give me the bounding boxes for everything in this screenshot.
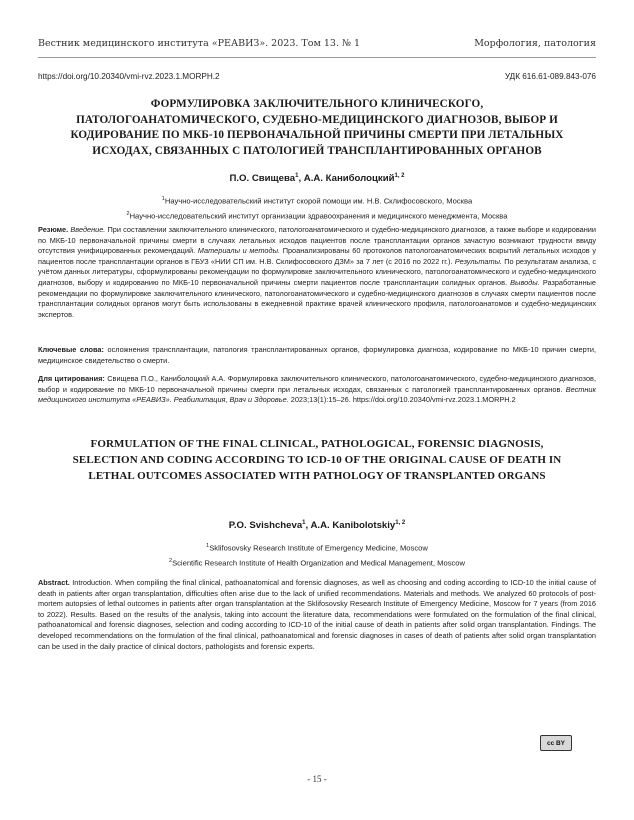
author-affiliation-mark: 1 [295, 173, 299, 179]
udk-code: УДК 616.61-089.843-076 [504, 72, 596, 81]
journal-title: Вестник медицинского института «РЕАВИЗ». 2023. Том 13. № 1 [38, 38, 361, 49]
doi-link[interactable]: https://doi.org/10.20340/vmi-rvz.2023.1.MORPH.2 [38, 72, 220, 81]
abstract-ru [38, 225, 596, 320]
author-name: P.O. Svishcheva [228, 520, 303, 532]
author-name: A.A. Kanibolotskiy [310, 520, 396, 532]
authors-ru [38, 173, 596, 184]
keywords-ru [38, 345, 596, 366]
header-divider [38, 57, 596, 58]
methods-text: Проанализированы 60 протоколов патологоанатомических вскрытий летальных исходов у пациентов после трансплантации органов в ГБУЗ «НИИ СП им. Н.В. Склифосовского ДЗМ» за 7 лет (с 2016 по 2022 гг.). [38, 246, 597, 266]
author-affiliation-mark: 1, 2 [394, 173, 405, 179]
methods-label: Материалы и методы. [197, 246, 281, 256]
affiliation-item [38, 555, 596, 570]
author-name: А.А. Каниболоцкий [303, 173, 395, 185]
affiliation-text: Научно-исследовательский институт скорой помощи им. Н.В. Склифосовского, Москва [164, 196, 473, 206]
abstract-en [38, 578, 596, 652]
author-name: П.О. Свищева [229, 173, 296, 185]
article-title-ru: ФОРМУЛИРОВКА ЗАКЛЮЧИТЕЛЬНОГО КЛИНИЧЕСКОГО, ПАТОЛОГОАНАТОМИЧЕСКОГО, СУДЕБНО-МЕДИЦИНСКОГО ДИАГНОЗОВ, ВЫБОР И КОДИРОВАНИЕ ПО МКБ-10 ПЕРВОНАЧАЛЬНОЙ ПРИЧИНЫ СМЕРТИ ПРИ ЛЕТАЛЬНЫХ ИСХОДАХ, СВЯЗАННЫХ С ПАТОЛОГИЕЙ ТРАНСПЛАНТИРОВАННЫХ ОРГАНОВ [70, 98, 564, 157]
citation-journal: Вестник медицинского института «РЕАВИЗ». Реабилитация, Врач и Здоровье. [38, 384, 596, 405]
affiliation-mark: 2 [169, 557, 173, 564]
conclusions-label: Выводы. [510, 277, 540, 287]
affiliation-text: Scientific Research Institute of Health Organization and Medical Management, Moscow [172, 558, 465, 568]
conclusions-text: Разработанные рекомендации по формулировке заключительного клинического, патологоанатомического и судебно-медицинского диагнозов в случаях смерти пациентов после трансплантации солидных органов могут быть использованы в ежедневной практике врачей клинического профиля, патологоанатомов и судебно-медицинских экспертов. [38, 277, 596, 319]
affiliations-ru [38, 193, 596, 222]
citation-label: Для цитирования: [38, 374, 105, 383]
cc-license-icon[interactable]: cc BY [540, 735, 572, 751]
results-text: По результатам анализа, с учётом данных литературы, сформулированы рекомендации по формулировке заключительного клинического, патологоанатомического и судебно-медицинского диагнозов, выбору и кодированию по МКБ-10 первоначальной причины смерти пациентов после трансплантации солидных органов. [38, 256, 596, 287]
affiliation-text: Sklifosovsky Research Institute of Emergency Medicine, Moscow [209, 543, 428, 553]
abstract-label: Abstract. [38, 578, 70, 587]
abstract-label: Резюме. [38, 225, 69, 234]
intro-label: Введение. [70, 225, 106, 234]
citation-block [38, 374, 596, 406]
intro-text: При составлении заключительного клинического, патологоанатомического и судебно-медицинского диагнозов, а также выборе и кодировании по МКБ-10 первоначальной причины смерти в случаях летальных исходов пациентов после трансплантации органов зачастую возникают трудности ввиду отсутствия унифицированных рекомендаций. [38, 225, 596, 256]
author-affiliation-mark: 1, 2 [395, 520, 406, 526]
keywords-text: осложнения трансплантации, патология трансплантированных органов, формулировка диагноза, кодирование по МКБ-10 причин смерти, медицинское свидетельство о смерти. [38, 345, 597, 365]
author-affiliation-mark: 1 [302, 520, 306, 526]
keywords-label: Ключевые слова: [38, 345, 104, 354]
section-title: Морфология, патология [474, 38, 596, 49]
authors-en [38, 520, 596, 531]
affiliation-text: Научно-исследовательский институт организации здравоохранения и медицинского менеджмента, Москва [129, 211, 508, 221]
affiliations-en [38, 540, 596, 569]
affiliation-mark: 2 [126, 210, 130, 217]
article-title-en: FORMULATION OF THE FINAL CLINICAL, PATHOLOGICAL, FORENSIC DIAGNOSIS, SELECTION AND CODING ACCORDING TO ICD-10 OF THE ORIGINAL CAUSE OF DEATH IN LETHAL OUTCOMES ASSOCIATED WITH PATHOLOGY OF TRANSPLANTED ORGANS [72, 438, 562, 482]
results-label: Результаты. [454, 256, 503, 266]
author-separator: , [298, 173, 304, 185]
running-header [38, 38, 596, 54]
affiliation-mark: 1 [161, 196, 165, 202]
affiliation-mark: 1 [206, 543, 210, 549]
affiliation-item [38, 208, 596, 223]
affiliation-item [38, 540, 596, 555]
affiliation-item [38, 193, 596, 208]
citation-text: Свищева П.О., Каниболоцкий А.А. Формулировка заключительного клинического, патологоанатомического, судебно-медицинского диагнозов, выбор и кодирование по МКБ-10 первоначальной причины смерти при летальных исходах, связанных с патологией трансплантированных органов. [38, 374, 596, 394]
abstract-text: Introduction. When compiling the final clinical, pathoanatomical and forensic diagnoses, as well as choosing and coding according to ICD-10 the initial cause of death in patients after organ transplantation, difficulties often arise due to the lack of unified recommendations. Materials and methods. We analyzed 60 protocols of post-mortem autopsies of lethal outcomes in patients after organ transplantation at the Sklifosovsky Research Institute of Emergency Medicine, Moscow for 7 years (from 2016 to 2022). Results. Based on the results of the analysis, taking into account the literature data, recommendations were formulated on the formulation of the final clinical, pathoanatomical and forensic diagnoses, selection and coding according to ICD-10 of the initial cause of death in patients after solid organ transplantation. Findings. The developed recommendations on the formulation of the final clinical, pathoanatomical and forensic diagnoses in cases of death of patients after solid organ transplantation can be used in the daily practice of clinical doctors, pathologists and forensic experts. [38, 578, 596, 651]
citation-tail[interactable]: 2023;13(1):15–26. https://doi.org/10.20340/vmi-rvz.2023.1.MORPH.2 [290, 395, 516, 405]
page-number: - 15 - [307, 774, 327, 784]
author-separator: , [305, 520, 311, 532]
